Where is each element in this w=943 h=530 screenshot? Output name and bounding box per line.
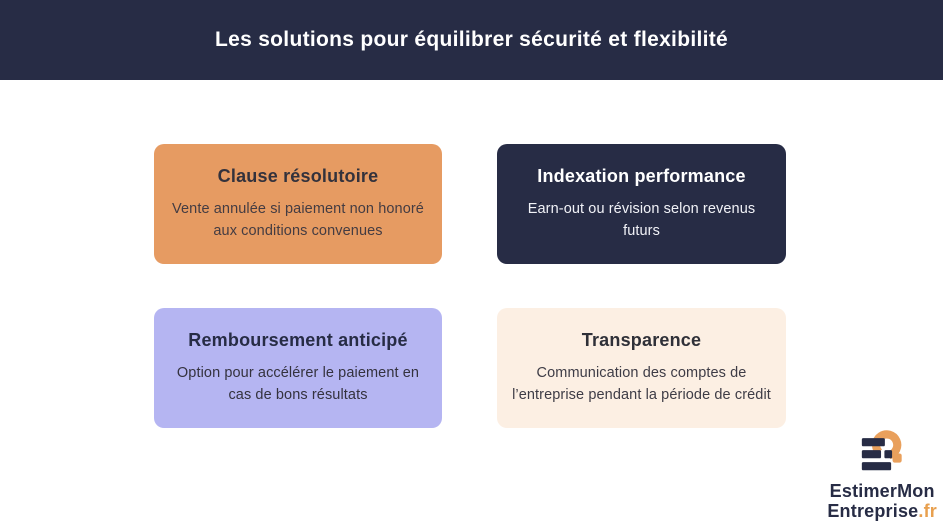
card-remboursement-anticipe	[154, 308, 442, 428]
card-clause-resolutoire	[154, 144, 442, 264]
logo-word-entreprise: Entreprise	[827, 501, 919, 522]
card-body: Communication des comptes de l’entreprise pendant la période de crédit	[512, 364, 771, 403]
logo-word-estimermon: EstimerMon	[829, 480, 935, 501]
card-body: Earn-out ou révision selon revenus futurs	[527, 200, 756, 239]
estimermonentreprise-logo-icon	[858, 429, 906, 477]
header	[0, 0, 943, 80]
card-title: Clause résolutoire	[217, 165, 379, 186]
logo-suffix-fr: .fr	[918, 501, 937, 522]
card-indexation-performance	[497, 144, 786, 264]
cards-grid	[154, 144, 786, 428]
logo-text-line2	[827, 501, 937, 522]
logo-text-line1	[830, 481, 935, 502]
card-title: Transparence	[581, 329, 702, 350]
card-title: Indexation performance	[537, 165, 746, 186]
card-body: Vente annulée si paiement non honoré aux conditions convenues	[172, 200, 424, 239]
card-transparence	[497, 308, 786, 428]
card-title: Remboursement anticipé	[188, 329, 408, 350]
page-title: Les solutions pour équilibrer sécurité et flexibilité	[214, 28, 728, 51]
card-body: Option pour accélérer le paiement en cas de bons résultats	[176, 364, 420, 403]
estimermonentreprise-logo	[827, 429, 937, 522]
